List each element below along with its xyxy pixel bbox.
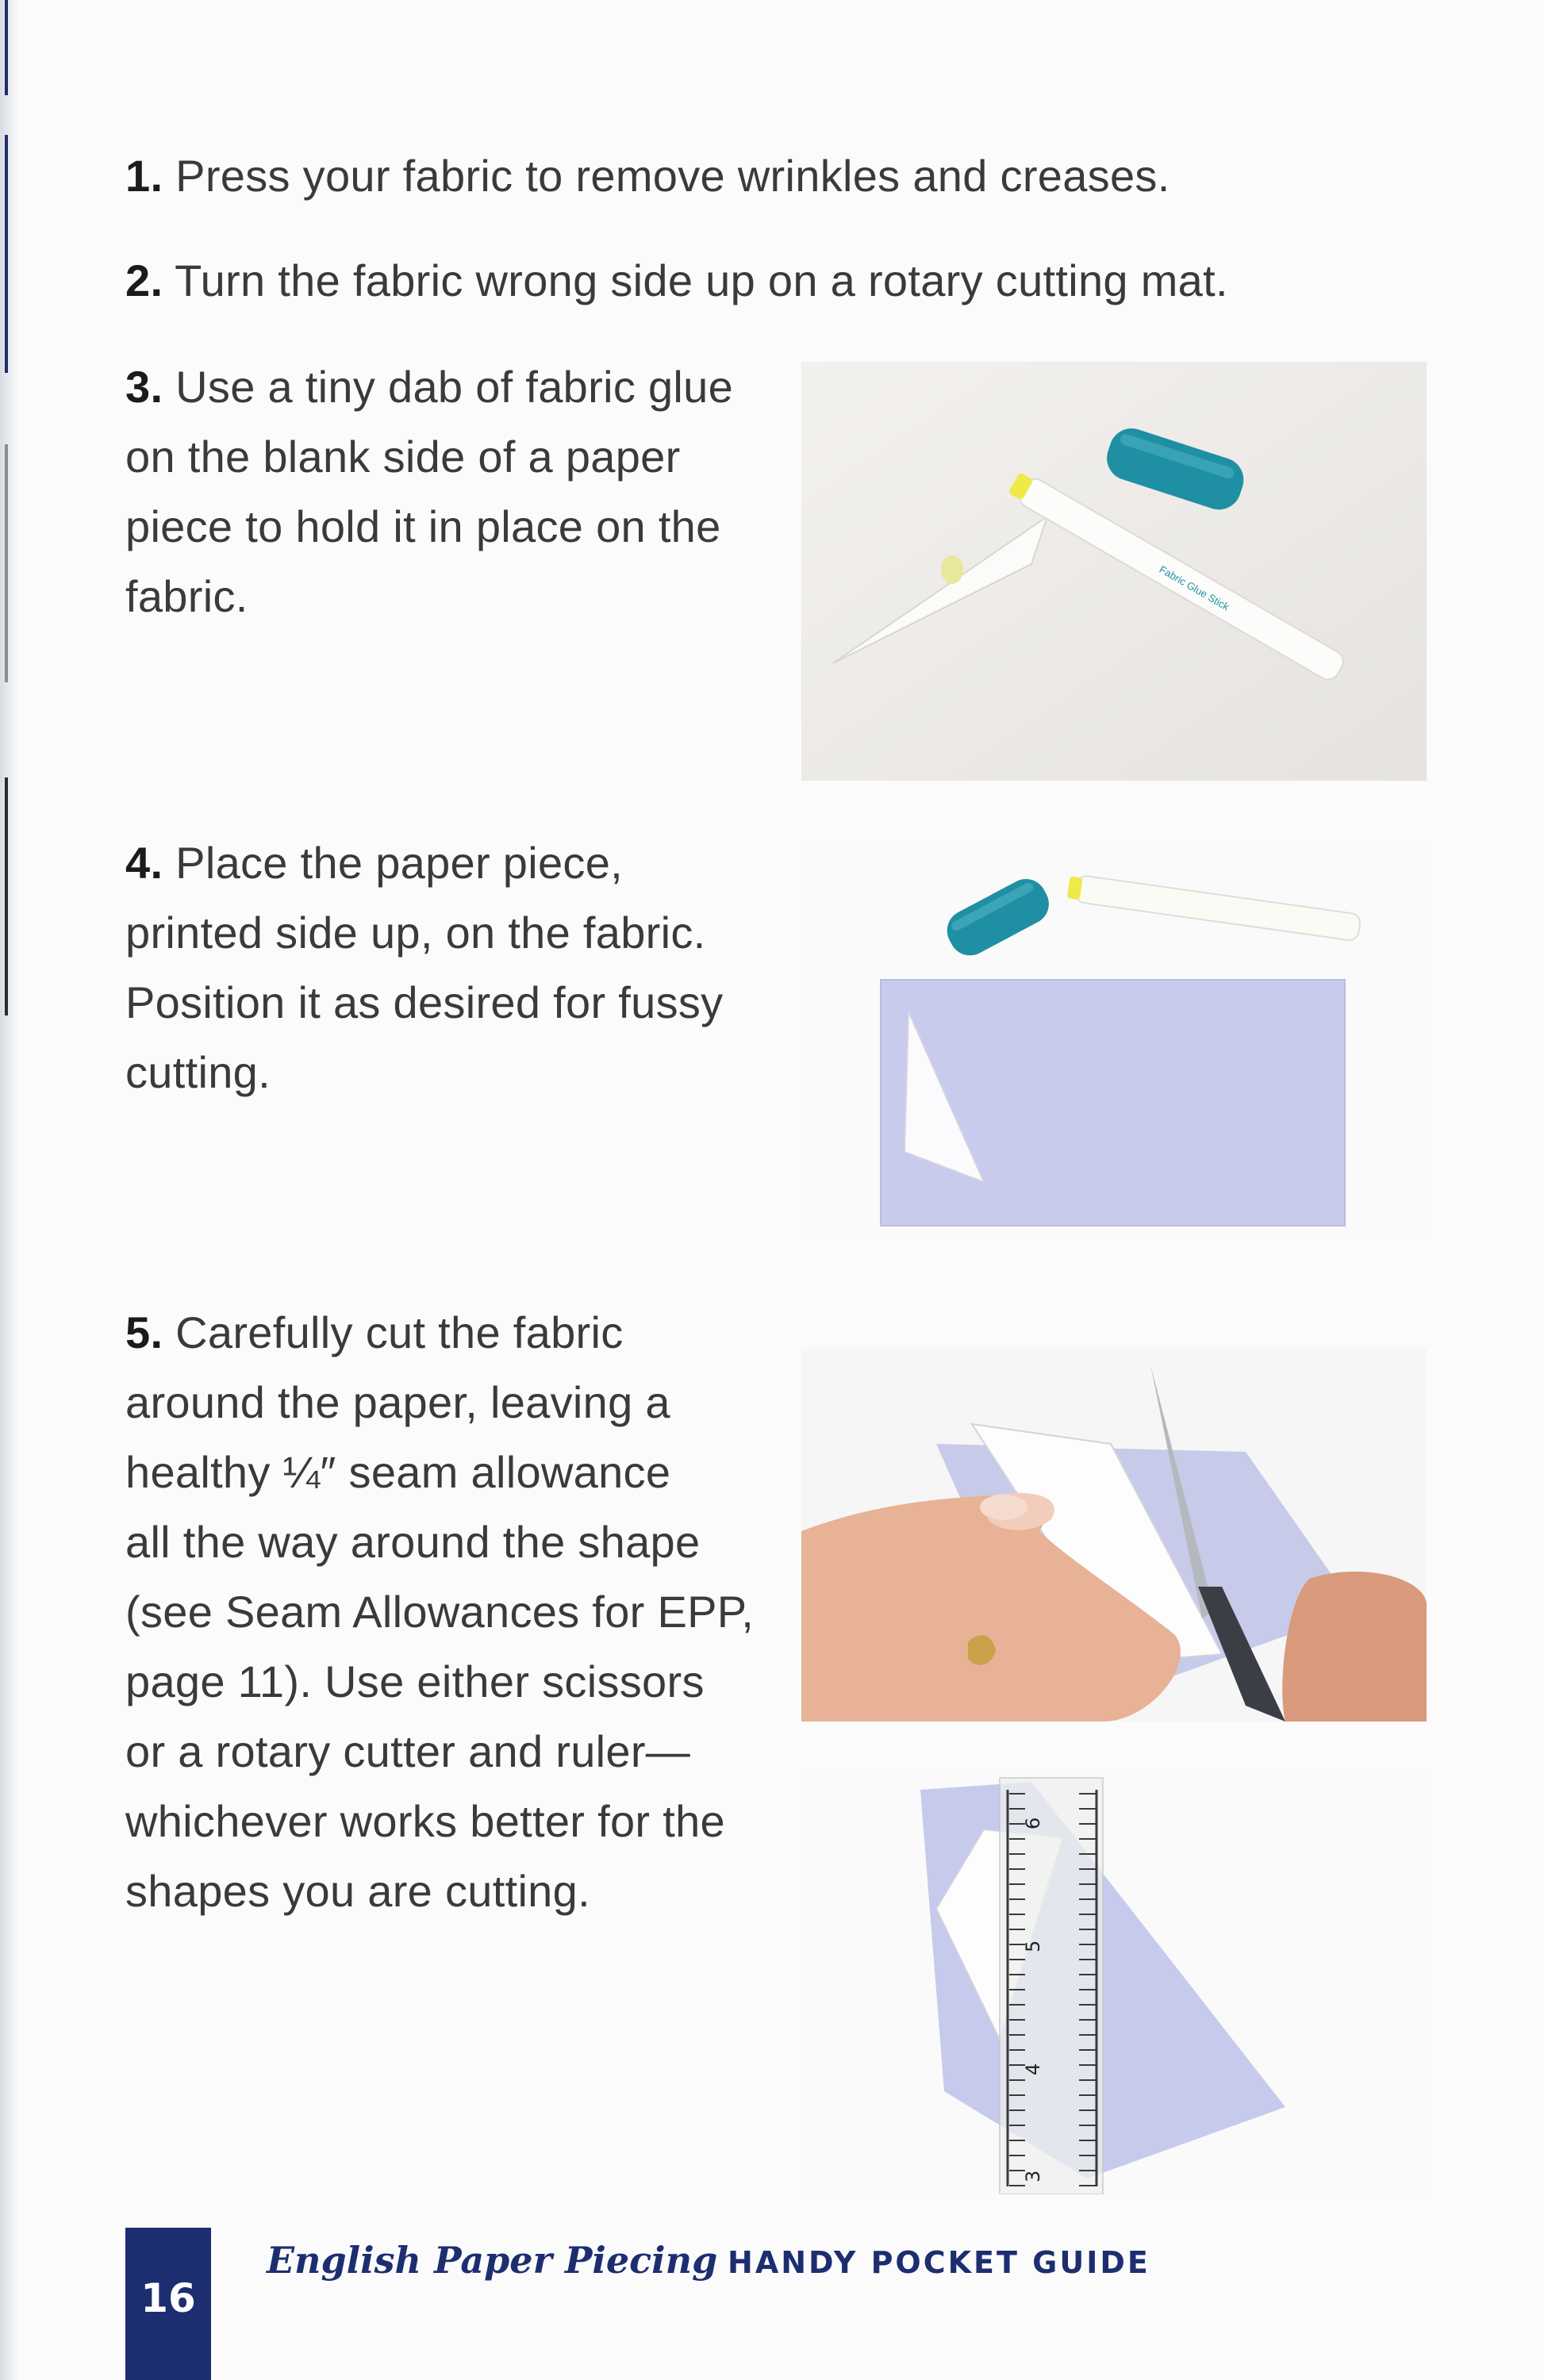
step-line [125, 828, 784, 898]
ruler-mark: 4 [1022, 2063, 1044, 2075]
step-3 [125, 352, 784, 631]
step-line [125, 1298, 784, 1368]
step-line: fabric. [125, 571, 248, 621]
scissors-cutting-photo [801, 1349, 1427, 1722]
step-text: Carefully cut the fabric [175, 1307, 624, 1357]
step-line: whichever works better for the [125, 1796, 725, 1846]
step-text: Use a tiny dab of fabric glue [175, 362, 734, 412]
book-title: English Paper Piecing [267, 2239, 718, 2282]
step-number: 2. [125, 255, 163, 305]
step-text: Turn the fabric wrong side up on a rotary cutting mat. [175, 255, 1228, 305]
fabric-placement-photo [801, 841, 1427, 1238]
step-text: Press your fabric to remove wrinkles and creases. [175, 151, 1170, 201]
running-footer [267, 2239, 1150, 2282]
step-5 [125, 1298, 784, 1926]
ruler-mark: 5 [1022, 1940, 1044, 1952]
step-line: or a rotary cutter and ruler— [125, 1726, 691, 1776]
step-line: page 11). Use either scissors [125, 1656, 705, 1706]
step-1 [125, 141, 1490, 211]
step-line: piece to hold it in place on the [125, 501, 721, 551]
gutter-mark [5, 777, 8, 1015]
step-line: shapes you are cutting. [125, 1866, 590, 1916]
step-line: printed side up, on the fabric. [125, 908, 706, 958]
gutter-mark [5, 135, 8, 373]
step-number: 4. [125, 838, 163, 888]
rotary-ruler-photo [801, 1774, 1427, 2194]
step-text: Place the paper piece, [175, 838, 624, 888]
page-number: 16 [140, 2275, 196, 2321]
glue-stick-label: Fabric Glue Stick [1157, 562, 1231, 613]
step-line [125, 352, 784, 422]
step-line: (see Seam Allowances for EPP, [125, 1587, 755, 1637]
step-line: around the paper, leaving a [125, 1377, 670, 1427]
page-gutter [0, 0, 21, 2380]
step-line: on the blank side of a paper [125, 432, 681, 482]
step-line: all the way around the shape [125, 1517, 701, 1567]
gutter-mark [5, 0, 8, 95]
step-number: 3. [125, 362, 163, 412]
step-line: Position it as desired for fussy [125, 977, 724, 1027]
page-number-box [125, 2228, 211, 2380]
step-line: cutting. [125, 1047, 271, 1097]
ruler-mark: 3 [1022, 2170, 1044, 2182]
gutter-mark [5, 444, 8, 682]
ruler-mark: 6 [1022, 1817, 1044, 1829]
book-subtitle: HANDY POCKET GUIDE [728, 2245, 1150, 2280]
step-number: 1. [125, 151, 163, 201]
glue-stick-photo [801, 362, 1427, 781]
step-number: 5. [125, 1307, 163, 1357]
step-line: healthy ¼″ seam allowance [125, 1447, 671, 1497]
step-2 [125, 246, 1490, 316]
step-4 [125, 828, 784, 1107]
